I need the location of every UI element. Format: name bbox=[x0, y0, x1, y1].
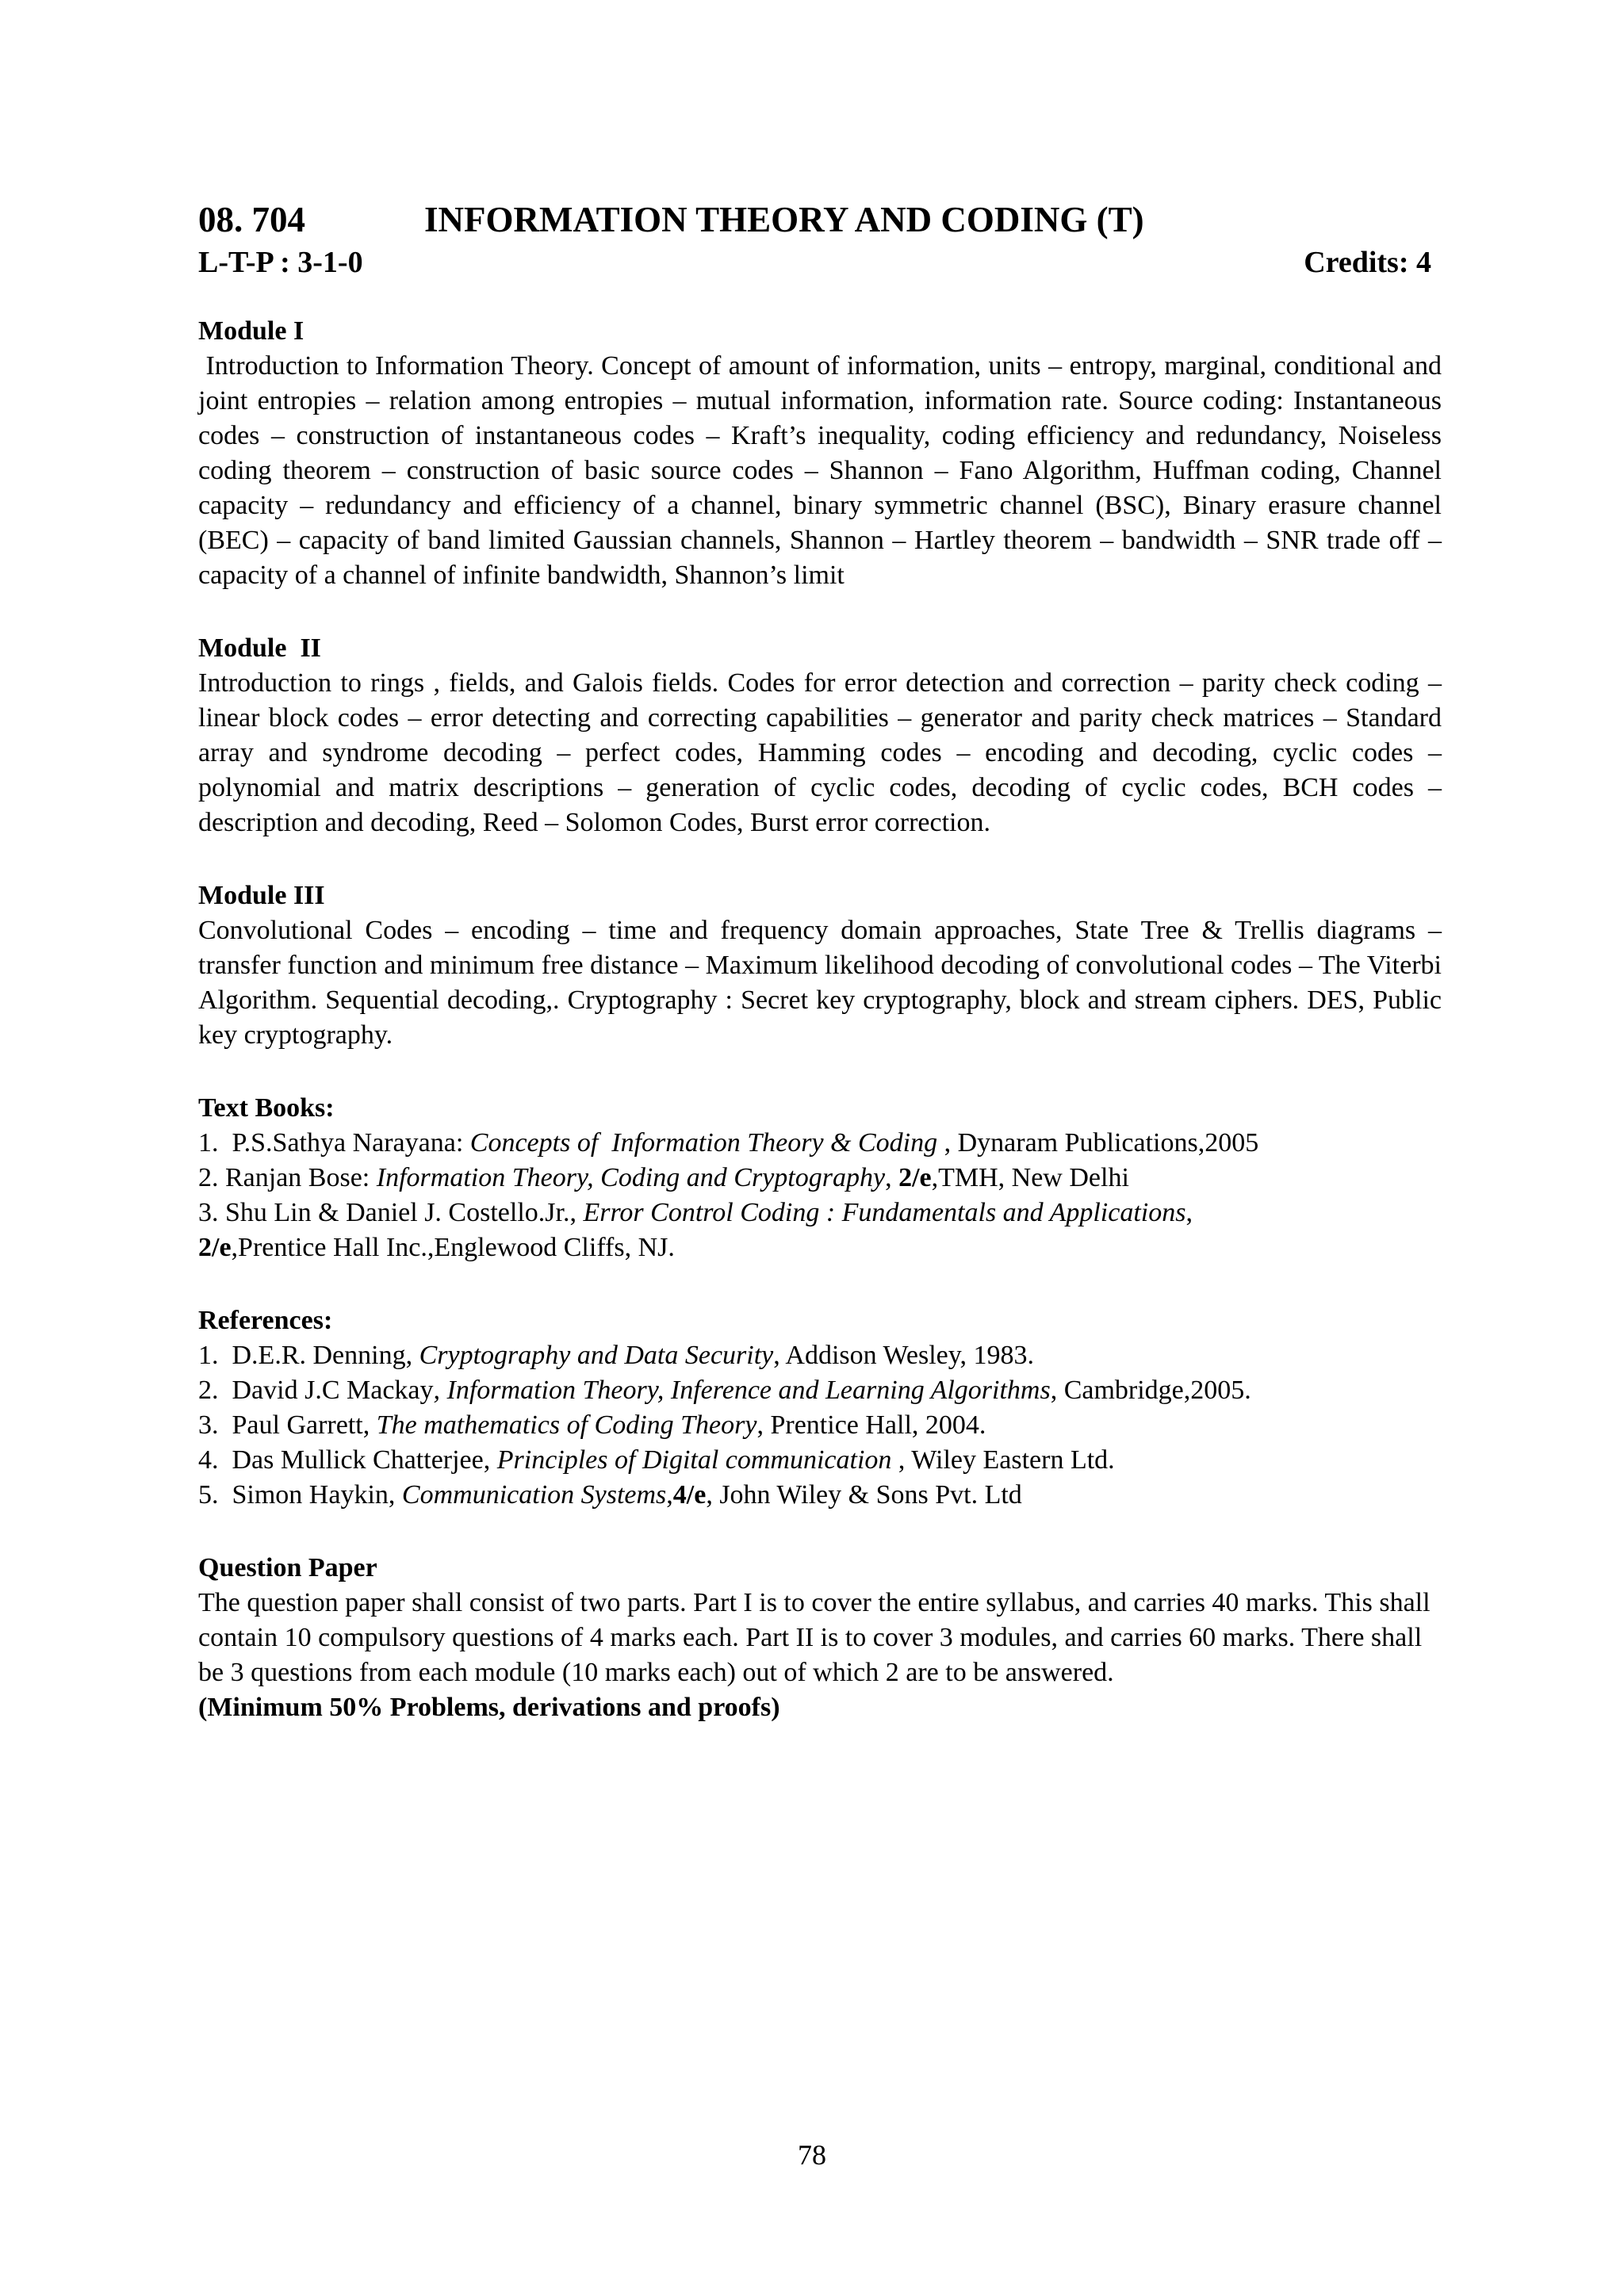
ltp-label: L-T-P : 3-1-0 bbox=[198, 246, 363, 279]
course-header bbox=[198, 198, 1442, 241]
references bbox=[198, 1303, 1442, 1513]
question-paper bbox=[198, 1551, 1442, 1725]
text-book-publisher: ,TMH, New Delhi bbox=[931, 1162, 1129, 1192]
text-book-publisher: , Dynaram Publications,2005 bbox=[937, 1127, 1259, 1158]
text-book-item bbox=[198, 1196, 1442, 1230]
reference-publisher: , Cambridge,2005. bbox=[1050, 1375, 1251, 1405]
module-1-text: Introduction to Information Theory. Concept of amount of information, units – entropy, marginal, conditional and joint entropies – relation among entropies – mutual information, information rate. Source coding: Instantaneous codes – construction of instantaneous codes – Kraft’s inequality, coding efficiency and redundancy, Noiseless coding theorem – construction of basic source codes – Shannon – Fano Algorithm, Huffman coding, Channel capacity – redundancy and efficiency of a channel, binary symmetric channel (BSC), Binary erasure channel (BEC) – capacity of band limited Gaussian channels, Shannon – Hartley theorem – bandwidth – SNR trade off – capacity of a channel of infinite bandwidth, Shannon’s limit bbox=[198, 350, 1449, 590]
reference-title: Principles of Digital communication bbox=[496, 1445, 892, 1475]
text-book-edition: 2/e bbox=[898, 1162, 932, 1192]
module-3-text: Convolutional Codes – encoding – time and frequency domain approaches, State Tree & Trellis diagrams – transfer function and minimum free distance – Maximum likelihood decoding of convolutional codes – The Viterbi Algorithm. Sequential decoding,. Cryptography : Secret key cryptography, block and stream ciphers. DES, Public key cryptography. bbox=[198, 915, 1442, 1050]
reference-title: , Information Theory, Inference and Learning Algorithms bbox=[433, 1375, 1051, 1405]
text-book-author: 2. Ranjan Bose: bbox=[198, 1162, 377, 1192]
reference-item bbox=[198, 1338, 1442, 1373]
reference-author: 3. Paul Garrett, bbox=[198, 1410, 377, 1440]
module-3-heading: Module III bbox=[198, 880, 325, 910]
reference-publisher: , Prentice Hall, 2004. bbox=[756, 1410, 986, 1440]
text-book-item bbox=[198, 1161, 1442, 1196]
module-2-text: Introduction to rings , fields, and Galois fields. Codes for error detection and correction – parity check coding – linear block codes – error detecting and correcting capabilities – generator and parity check matrices – Standard array and syndrome decoding – perfect codes, Hamming codes – encoding and decoding, cyclic codes – polynomial and matrix descriptions – generation of cyclic codes, decoding of cyclic codes, BCH codes – description and decoding, Reed – Solomon Codes, Burst error correction. bbox=[198, 668, 1442, 837]
module-2 bbox=[198, 631, 1442, 840]
text-book-edition: 2/e bbox=[198, 1232, 232, 1262]
module-2-heading: Module II bbox=[198, 633, 321, 663]
text-book-item-continued bbox=[198, 1230, 1442, 1265]
text-book-title: Error Control Coding : Fundamentals and Applications bbox=[583, 1197, 1186, 1227]
reference-publisher: , Wiley Eastern Ltd. bbox=[891, 1445, 1115, 1475]
text-book-separator: , bbox=[885, 1162, 899, 1192]
text-book-publisher: ,Prentice Hall Inc.,Englewood Cliffs, NJ. bbox=[231, 1232, 675, 1262]
reference-item bbox=[198, 1408, 1442, 1443]
text-book-author: 1. P.S.Sathya Narayana: bbox=[198, 1127, 470, 1158]
module-1 bbox=[198, 314, 1449, 593]
reference-item bbox=[198, 1373, 1442, 1408]
reference-author: 4. Das Mullick Chatterjee, bbox=[198, 1445, 497, 1475]
question-paper-text: The question paper shall consist of two parts. Part I is to cover the entire syllabus, and carries 40 marks. This shall contain 10 compulsory questions of 4 marks each. Part II is to cover 3 modules, and carries 60 marks. There shall be 3 questions from each module (10 marks each) out of which 2 are to be answered. bbox=[198, 1587, 1431, 1687]
reference-separator: , bbox=[666, 1479, 673, 1510]
reference-item bbox=[198, 1478, 1442, 1513]
text-book-author: 3. Shu Lin & Daniel J. Costello.Jr., bbox=[198, 1197, 584, 1227]
credits-label: Credits: 4 bbox=[1304, 246, 1431, 279]
reference-title: Cryptography and Data Security bbox=[419, 1340, 774, 1370]
module-3 bbox=[198, 878, 1442, 1053]
reference-edition: 4/e bbox=[672, 1479, 707, 1510]
reference-publisher: , John Wiley & Sons Pvt. Ltd bbox=[706, 1479, 1022, 1510]
text-book-title: Information Theory, Coding and Cryptography bbox=[376, 1162, 886, 1192]
text-book-separator: , bbox=[1185, 1197, 1193, 1227]
reference-author: 2. David J.C Mackay bbox=[198, 1375, 434, 1405]
course-code: 08. 704 bbox=[198, 200, 305, 239]
ltp-credits-row bbox=[198, 244, 1431, 282]
syllabus-page bbox=[198, 198, 1449, 1725]
question-paper-heading: Question Paper bbox=[198, 1552, 377, 1582]
reference-author: 5. Simon Haykin, bbox=[198, 1479, 402, 1510]
text-books-heading: Text Books: bbox=[198, 1093, 335, 1123]
text-books bbox=[198, 1091, 1442, 1265]
reference-title: Communication Systems bbox=[401, 1479, 667, 1510]
reference-publisher: , Addison Wesley, 1983. bbox=[773, 1340, 1035, 1370]
reference-item bbox=[198, 1443, 1442, 1478]
reference-author: 1. D.E.R. Denning, bbox=[198, 1340, 419, 1370]
reference-title: The mathematics of Coding Theory bbox=[376, 1410, 757, 1440]
text-book-item bbox=[198, 1126, 1442, 1161]
text-book-title: Concepts of Information Theory & Coding bbox=[469, 1127, 938, 1158]
course-title: INFORMATION THEORY AND CODING (T) bbox=[424, 200, 1144, 239]
references-heading: References: bbox=[198, 1305, 333, 1335]
module-1-heading: Module I bbox=[198, 316, 304, 346]
page-number: 78 bbox=[798, 2139, 826, 2171]
question-paper-note: (Minimum 50% Problems, derivations and proofs) bbox=[198, 1692, 780, 1722]
